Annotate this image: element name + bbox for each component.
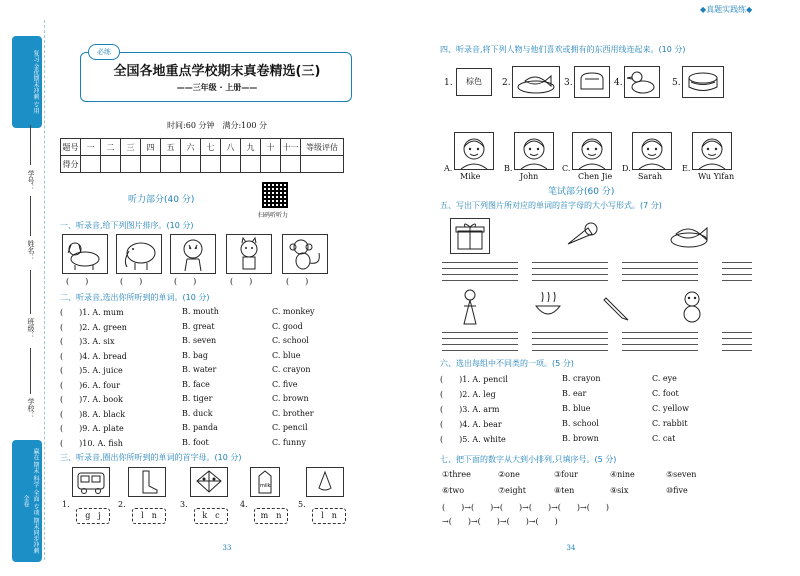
writing-line[interactable] (722, 262, 752, 263)
writing-line[interactable] (532, 262, 608, 263)
elephant-icon (117, 235, 161, 273)
bus-picture (72, 467, 110, 497)
score-cell[interactable] (121, 156, 141, 173)
q2-option-c[interactable]: C. funny (272, 437, 306, 447)
q7-number-word: ②one (498, 470, 520, 479)
side-strip (4, 0, 44, 576)
q2-option-a[interactable]: ( )9. A. plate (60, 424, 124, 433)
writing-line[interactable] (622, 262, 698, 263)
q2-option-a[interactable]: ( )1. A. mum (60, 308, 124, 317)
score-header-cell: 九 (241, 139, 261, 156)
writing-line[interactable] (442, 332, 518, 333)
writing-line[interactable] (622, 280, 698, 281)
writing-line[interactable] (442, 268, 518, 269)
q3-item-number: 5. (298, 500, 306, 509)
q2-option-a[interactable]: ( )7. A. book (60, 395, 123, 404)
q2-option-c[interactable]: C. monkey (272, 307, 315, 316)
person-portrait (632, 132, 672, 170)
dog-icon (63, 235, 107, 273)
class-line (30, 270, 31, 314)
q3-letter-choice-box[interactable]: l n (132, 508, 166, 524)
q2-option-b[interactable]: B. mouth (182, 307, 219, 316)
writing-line[interactable] (442, 350, 518, 351)
q6-option-b[interactable]: B. blue (562, 404, 591, 413)
q1-answer-bracket[interactable]: ( ) (174, 277, 197, 286)
fish-plate-picture (512, 66, 560, 98)
writing-line[interactable] (442, 338, 518, 339)
q2-option-c[interactable]: C. brother (272, 408, 314, 418)
q2-option-c[interactable]: C. five (272, 379, 298, 389)
number-eight-icon (680, 288, 704, 326)
writing-line[interactable] (442, 280, 518, 281)
person-face-icon (633, 133, 671, 169)
q2-option-b[interactable]: B. great (182, 321, 215, 331)
q7-number-word: ⑤seven (666, 470, 697, 479)
writing-line[interactable] (532, 274, 608, 275)
q7-order-row-1[interactable]: ( )→( )→( )→( )→( )→( ) (442, 503, 609, 512)
q5-title: 五、写出下列图片所对应的单词的首字母的大小写形式。(7 分) (440, 201, 662, 210)
top-side-tag: 复习 金优期末冲刺 专用 (12, 36, 42, 128)
kite-icon (191, 468, 227, 496)
q7-number-word: ⑩five (666, 486, 688, 495)
score-header-cell: 一 (81, 139, 101, 156)
brown-color-box: 棕色 (456, 68, 492, 96)
student-id-line (30, 125, 31, 165)
q6-option-c[interactable]: C. cat (652, 434, 676, 443)
writing-line[interactable] (622, 338, 698, 339)
writing-line[interactable] (532, 268, 608, 269)
fish-dish-icon (668, 218, 710, 252)
q2-option-b[interactable]: B. face (182, 379, 210, 389)
q6-option-a[interactable]: ( )5. A. white (440, 435, 506, 444)
person-face-icon (455, 133, 493, 169)
q1-answer-bracket[interactable]: ( ) (120, 277, 143, 286)
q7-number-word: ①three (442, 470, 471, 479)
q2-option-a[interactable]: ( )10. A. fish (60, 438, 123, 448)
q1-title: 一、听录音,给下列图片排序。(10 分) (60, 221, 194, 230)
q6-option-b[interactable]: B. ear (562, 389, 587, 398)
elephant-picture (116, 234, 162, 274)
exam-subtitle: ——三年级 · 上册—— (176, 83, 258, 92)
leg-picture (128, 467, 166, 497)
right-page-number: 34 (566, 544, 576, 552)
q4-item-5-num: 5. (672, 78, 681, 88)
bottom-side-tag: 赢在 期末 科学 全面 专项 期末同步冲刺全卷 (12, 440, 42, 562)
q4-item-1-num: 1. (444, 78, 453, 88)
score-header-cell: 十一 (281, 139, 301, 156)
score-table-score-row (61, 156, 344, 173)
writing-section-title: 笔试部分(60 分) (548, 187, 615, 197)
q2-option-a[interactable]: ( )3. A. six (60, 337, 115, 346)
writing-line[interactable] (532, 338, 608, 339)
q3-letter-choice-box[interactable]: g j (76, 508, 110, 524)
score-header-cell: 十 (261, 139, 281, 156)
score-header-cell: 二 (101, 139, 121, 156)
q2-option-b[interactable]: B. bag (182, 350, 208, 360)
person-letter: B. (504, 164, 513, 173)
score-cell[interactable] (81, 156, 101, 173)
q2-option-b[interactable]: B. water (182, 365, 217, 374)
person-portrait (572, 132, 612, 170)
tiger-icon (171, 235, 215, 273)
qr-label: 扫码听听力 (258, 212, 289, 219)
svg-text:milk: milk (260, 483, 271, 489)
q2-option-a[interactable]: ( )6. A. four (60, 380, 121, 390)
score-cell[interactable] (181, 156, 201, 173)
score-cell[interactable] (141, 156, 161, 173)
dog-picture (62, 234, 108, 274)
score-cell[interactable] (281, 156, 301, 173)
q2-option-b[interactable]: B. foot (182, 437, 209, 447)
woman-icon (456, 288, 484, 326)
q6-option-b[interactable]: B. school (562, 419, 599, 428)
score-cell[interactable] (241, 156, 261, 173)
milk-carton-icon (251, 468, 279, 496)
person-portrait (454, 132, 494, 170)
writing-line[interactable] (442, 274, 518, 275)
writing-line[interactable] (722, 332, 752, 333)
q6-option-c[interactable]: C. yellow (652, 404, 689, 413)
score-cell[interactable] (201, 156, 221, 173)
pen-icon (600, 290, 632, 324)
score-header-cell: 题号 (61, 139, 81, 156)
score-table (60, 138, 344, 173)
q6-option-a[interactable]: ( )3. A. arm (440, 405, 500, 414)
score-cell[interactable] (221, 156, 241, 173)
cat-icon (227, 235, 271, 273)
q1-answer-bracket[interactable]: ( ) (230, 277, 253, 286)
q3-letter-choice-box[interactable]: k c (194, 508, 228, 524)
q6-option-a[interactable]: ( )1. A. pencil (440, 375, 508, 384)
score-header-cell: 八 (221, 139, 241, 156)
writing-line[interactable] (532, 280, 608, 281)
q2-option-c[interactable]: C. pencil (272, 423, 308, 432)
nose-icon (307, 468, 343, 496)
q2-option-c[interactable]: C. brown (272, 394, 309, 403)
cat-picture (226, 234, 272, 274)
writing-line[interactable] (722, 274, 752, 275)
bread-icon (575, 67, 609, 97)
q7-number-word: ⑥two (442, 486, 465, 495)
q2-option-c[interactable]: C. good (272, 321, 303, 331)
score-cell[interactable] (101, 156, 121, 173)
q2-option-a[interactable]: ( )5. A. juice (60, 366, 123, 375)
person-letter: D. (622, 164, 631, 173)
class-label: 班级： (27, 318, 35, 339)
q4-item-2-num: 2. (502, 78, 511, 88)
school-line (30, 348, 31, 394)
person-name: John (520, 172, 539, 181)
writing-line[interactable] (622, 268, 698, 269)
person-name: Mike (460, 172, 481, 181)
school-label: 学校： (27, 398, 35, 419)
writing-line[interactable] (442, 344, 518, 345)
noodle-bowl-icon (532, 290, 564, 324)
q4-title: 四、听录音,将下列人物与他们喜欢或拥有的东西用线连起来。(10 分) (440, 45, 686, 54)
leg-icon (129, 468, 165, 496)
person-face-icon (693, 133, 731, 169)
person-face-icon (515, 133, 553, 169)
q2-option-c[interactable]: C. school (272, 336, 309, 345)
q2-option-a[interactable]: ( )8. A. black (60, 409, 126, 419)
person-portrait (692, 132, 732, 170)
q2-title: 二、听录音,选出你所听到的单词。(10 分) (60, 293, 210, 302)
q1-answer-bracket[interactable]: ( ) (286, 277, 309, 286)
writing-line[interactable] (622, 350, 698, 351)
score-table-header-row (61, 139, 344, 156)
writing-line[interactable] (722, 350, 752, 351)
q6-option-b[interactable]: B. brown (562, 434, 599, 443)
duck-icon (625, 67, 659, 97)
q2-option-b[interactable]: B. tiger (182, 394, 213, 403)
q2-option-c[interactable]: C. crayon (272, 365, 311, 374)
q3-title: 三、听录音,圈出你所听到的单词的首字母。(10 分) (60, 453, 242, 462)
person-name: Sarah (638, 172, 662, 181)
bread-picture (574, 66, 610, 98)
milk-picture (250, 467, 280, 497)
monkey-picture (282, 234, 328, 274)
fish-plate-icon (513, 67, 559, 97)
left-page-number: 33 (222, 544, 232, 552)
q4-item-4-num: 4. (614, 78, 623, 88)
writing-line[interactable] (532, 344, 608, 345)
name-line (30, 196, 31, 236)
q1-answer-bracket[interactable]: ( ) (66, 277, 89, 286)
score-header-cell: 五 (161, 139, 181, 156)
person-name: Chen Jie (578, 172, 613, 181)
fish-plate-picture-2 (668, 218, 710, 252)
name-label: 姓名： (27, 240, 35, 261)
cake-picture (682, 66, 724, 98)
gift-picture (450, 218, 490, 254)
nose-picture (306, 467, 344, 497)
writing-line[interactable] (722, 338, 752, 339)
exam-title: 全国各地重点学校期末真卷精选(三) (113, 64, 321, 79)
q3-item-number: 1. (62, 500, 70, 509)
score-header-cell: 等级评估 (301, 139, 344, 156)
listening-section-title: 听力部分(40 分) (128, 195, 195, 205)
writing-line[interactable] (622, 344, 698, 345)
writing-line[interactable] (442, 262, 518, 263)
q6-option-c[interactable]: C. eye (652, 374, 677, 383)
q7-number-word: ⑧ten (554, 486, 575, 495)
person-face-icon (573, 133, 611, 169)
q3-item-number: 4. (240, 500, 248, 509)
writing-line[interactable] (622, 332, 698, 333)
writing-line[interactable] (532, 350, 608, 351)
q6-option-a[interactable]: ( )4. A. bear (440, 420, 502, 429)
q6-option-c[interactable]: C. foot (652, 389, 679, 398)
qr-code-icon[interactable] (262, 182, 288, 208)
must-practice-badge: 必练 (88, 44, 120, 60)
writing-line[interactable] (722, 268, 752, 269)
score-cell[interactable] (261, 156, 281, 173)
writing-line[interactable] (622, 274, 698, 275)
person-letter: A. (444, 164, 453, 173)
q7-title: 七、把下面的数字从大到小排列,只填序号。(5 分) (440, 455, 617, 464)
person-portrait (514, 132, 554, 170)
q2-option-b[interactable]: B. duck (182, 408, 213, 418)
time-info: 时间:60 分钟 满分:100 分 (167, 121, 267, 130)
monkey-icon (283, 235, 327, 273)
q3-letter-choice-box[interactable]: m n (254, 508, 288, 524)
writing-line[interactable] (532, 332, 608, 333)
person-name: Wu Yifan (698, 172, 735, 181)
mother-picture (456, 288, 484, 326)
ice-cream-icon (562, 218, 602, 252)
writing-line[interactable] (722, 344, 752, 345)
q3-item-number: 3. (180, 500, 188, 509)
duck-picture (624, 66, 660, 98)
cut-line (44, 20, 45, 560)
q6-option-b[interactable]: B. crayon (562, 374, 601, 383)
bus-icon (73, 468, 109, 496)
q7-order-row-2[interactable]: →( )→( )→( )→( ) (442, 517, 558, 526)
cake-icon (683, 67, 723, 97)
kite-picture (190, 467, 228, 497)
practice-header: ◆真题实践练◆ (700, 5, 753, 14)
q6-option-a[interactable]: ( )2. A. leg (440, 390, 496, 399)
score-cell[interactable]: 得分 (61, 156, 81, 173)
tiger-picture (170, 234, 216, 274)
q7-number-word: ⑦eight (498, 486, 526, 495)
q2-option-a[interactable]: ( )4. A. bread (60, 351, 127, 361)
score-header-cell: 六 (181, 139, 201, 156)
noodles-picture (532, 290, 564, 324)
score-cell[interactable] (161, 156, 181, 173)
q2-option-b[interactable]: B. panda (182, 423, 218, 432)
q3-item-number: 2. (118, 500, 126, 509)
q6-title: 六、选出每组中不同类的一项。(5 分) (440, 359, 574, 368)
q7-number-word: ④nine (610, 470, 635, 479)
score-header-cell: 七 (201, 139, 221, 156)
q2-option-b[interactable]: B. seven (182, 336, 217, 345)
score-header-cell: 三 (121, 139, 141, 156)
q2-option-c[interactable]: C. blue (272, 350, 301, 360)
q4-item-3-num: 3. (564, 78, 573, 88)
pen-picture (600, 290, 632, 324)
number-eight-picture (680, 288, 704, 326)
q2-option-a[interactable]: ( )2. A. green (60, 322, 127, 332)
q3-letter-choice-box[interactable]: l n (312, 508, 346, 524)
person-letter: E. (682, 164, 691, 173)
writing-line[interactable] (722, 280, 752, 281)
q6-option-c[interactable]: C. rabbit (652, 419, 688, 428)
q7-number-word: ⑨six (610, 486, 629, 495)
ice-cream-picture (562, 218, 602, 252)
score-cell[interactable] (301, 156, 344, 173)
q7-number-word: ③four (554, 470, 578, 479)
student-id-label: 学号： (27, 170, 35, 191)
score-header-cell: 四 (141, 139, 161, 156)
person-letter: C. (562, 164, 571, 173)
gift-box-icon (451, 219, 489, 253)
